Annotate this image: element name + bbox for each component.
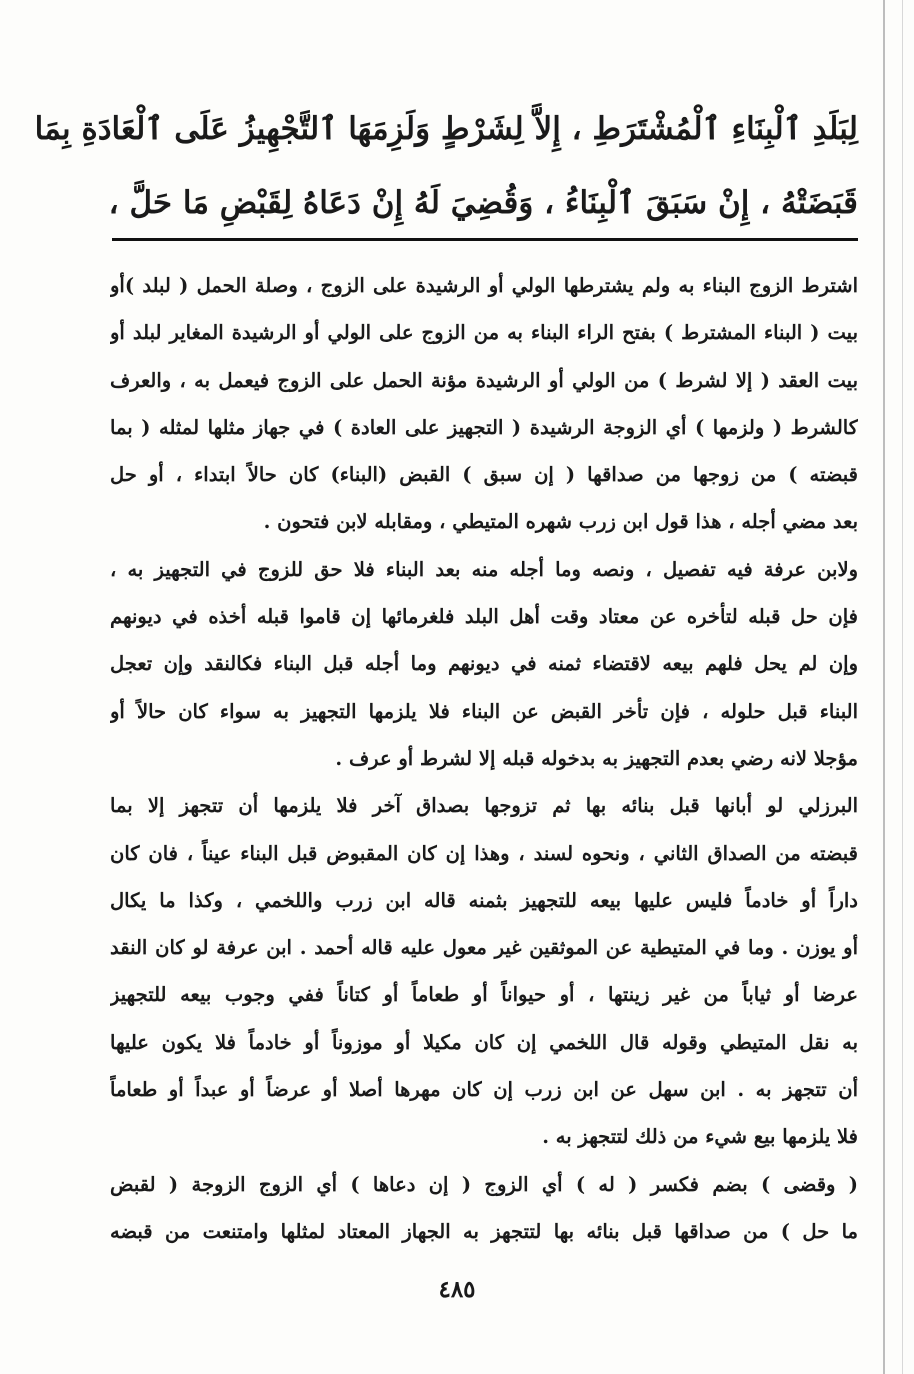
commentary-line: بعد مضي أجله ، هذا قول ابن زرب شهره المتيطي ، ومقابله لابن فتحون .	[263, 510, 858, 534]
commentary-paragraph-3	[110, 782, 858, 1160]
commentary-paragraph-4	[110, 1161, 858, 1256]
commentary-line: قبضته من الصداق الثاني ، ونحوه لسند ، وهذا إن كان المقبوض قبل البناء عيناً ، فان كان	[110, 841, 858, 865]
commentary-line: اشترط الزوج البناء به ولم يشترطها الولي أو الرشيدة على الزوج ، وصلة الحمل ( لبلد )أو	[110, 274, 858, 297]
commentary-line: بيت العقد ( إلا لشرط ) من الولي أو الرشيدة مؤنة الحمل على الزوج فيعمل به ، والعرف	[110, 368, 858, 392]
matn-line-2: قَبَضَتْهُ ، إِنْ سَبَقَ ٱلْبِنَاءُ ، وَقُضِيَ لَهُ إِنْ دَعَاهُ لِقَبْضِ مَا حَلَّ ،	[108, 185, 858, 221]
section-divider	[112, 238, 858, 241]
commentary-line: كالشرط ( ولزمها ) أي الزوجة الرشيدة ( التجهيز على العادة ) في جهاز مثلها لمثله ( بما	[110, 415, 858, 439]
commentary-line: أو يوزن . وما في المتيطية عن الموثقين غير معول عليه قاله أحمد . ابن عرفة لو كان النقد	[110, 936, 858, 960]
commentary-line: فإن حل قبله لتأخره عن معتاد وقت أهل البلد فلغرمائها إن قاموا قبله أخذه في ديونهم	[110, 605, 858, 629]
commentary-line: مؤجلا لانه رضي بعدم التجهيز به بدخوله قبله إلا لشرط أو عرف .	[335, 746, 858, 770]
commentary-line: به نقل المتيطي وقوله قال اللخمي إن كان مكيلا أو موزوناً أو خادماً فلا يكون عليها	[110, 1030, 858, 1054]
page-edge-shadow	[902, 0, 903, 1374]
commentary-line: البناء قبل حلوله ، فإن تأخر القبض عن البناء فلا يلزمها التجهيز به سواء كان حالاً أو	[110, 699, 858, 723]
page-fold-shadow	[883, 0, 885, 1374]
commentary-line: ولابن عرفة فيه تفصيل ، ونصه وما أجله منه بعد البناء فلا حق للزوج في التجهيز به ،	[110, 557, 858, 581]
commentary-line: البرزلي لو أبانها قبل بنائه بها ثم تزوجها بصداق آخر فلا يلزمها أن تتجهز إلا بما	[110, 794, 858, 818]
matn-line-1: لِبَلَدِ ٱلْبِنَاءِ ٱلْمُشْتَرَطِ ، إِلاَّ لِشَرْطٍ وَلَزِمَهَا ٱلتَّجْهِيزُ عَلَى ٱلْعَادَةِ بِمَا	[34, 111, 858, 147]
commentary-paragraph-2	[110, 546, 858, 782]
commentary-line: قبضته ) من زوجها من صداقها ( إن سبق ) القبض (البناء) كان حالاً ابتداء ، أو حل	[110, 463, 858, 487]
commentary-line: داراً أو خادماً فليس عليها بيعه للتجهيز بثمنه قاله ابن زرب واللخمي ، وكذا ما يكال	[110, 888, 858, 912]
commentary-line: بيت ( البناء المشترط ) بفتح الراء البناء به من الزوج على الولي أو الرشيدة المغاير لبلد أو	[110, 321, 858, 345]
commentary-line: عرضا أو ثياباً من غير زينتها ، أو حيواناً أو طعاماً أو كتاناً ففي وجوب بيعه للتجهيز	[110, 983, 858, 1007]
commentary-paragraph-1	[110, 262, 858, 546]
commentary-line: أن تتجهز به . ابن سهل عن ابن زرب إن كان مهرها أصلا أو عرضاً أو عبداً أو طعاماً	[110, 1078, 858, 1102]
commentary-text	[110, 262, 858, 1255]
matn-verse	[34, 92, 858, 240]
page-number: ٤٨٥	[438, 1276, 476, 1303]
commentary-line: ( وقضى ) بضم فكسر ( له ) أي الزوج ( إن دعاها ) أي الزوج الزوجة ( لقبض	[110, 1172, 858, 1196]
commentary-line: فلا يلزمها بيع شيء من ذلك لتتجهز به .	[542, 1125, 858, 1149]
commentary-line: ما حل ) من صداقها قبل بنائه بها لتتجهز به الجهاز المعتاد لمثلها وامتنعت من قبضه	[110, 1219, 858, 1243]
commentary-line: وإن لم يحل فلهم بيعه لاقتضاء ثمنه في ديونهم وما أجله قبل البناء فكالنقد وإن تعجل	[110, 652, 858, 676]
